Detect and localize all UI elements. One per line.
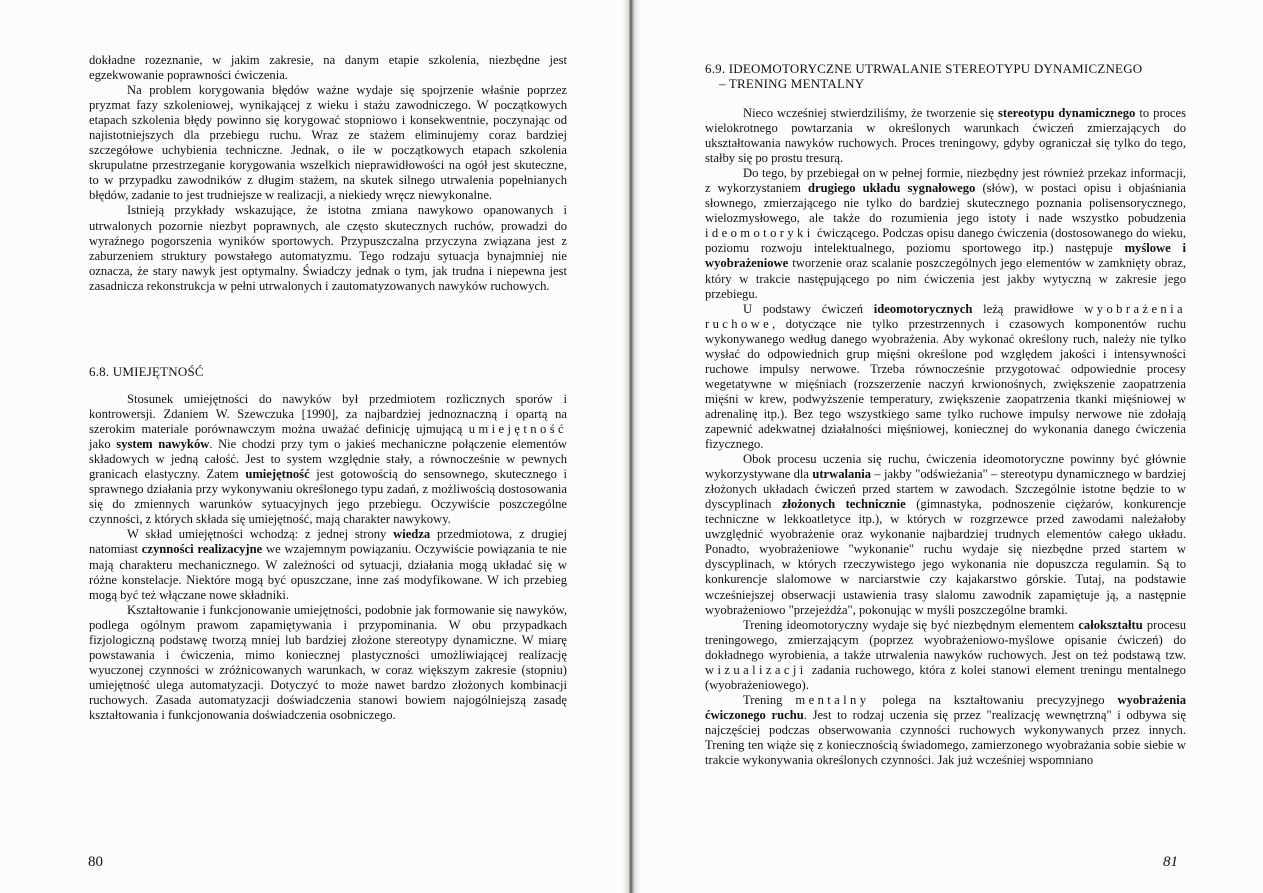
paragraph: Stosunek umiejętności do nawyków był przedmiotem rozlicznych sporów i kontrowersji. Zdaniem W. Szewczuka [1990], za najbardziej jednoznaczną i opartą na szerokim materiale porównawczym można uważać definicję ujmującą umiejętność jako system nawyków. Nie chodzi przy tym o jakieś mechaniczne połączenie elementów składowych w jedną całość. Jest to system względnie stały, a równocześnie w pewnych granicach elastyczny. Zatem umiejętność jest gotowością do sensownego, skutecznego i sprawnego działania przy wykonywaniu określonego typu zadań, z możliwością dostosowania się do zmiennych warunków sytuacyjnych jego przebiegu. Oczywiście poszczególne czynności, z których składa się umiejętność, mają charakter nawykowy. (89, 392, 567, 527)
book-gutter (622, 0, 640, 893)
paragraph: U podstawy ćwiczeń ideomotorycznych leżą prawidłowe wyobrażenia ruchowe, dotyczące nie tylko przestrzennych i czasowych komponentów ruchu wykonywanego według danego wyobrażenia. Aby wykonać określony ruch, należy nie tylko wysłać do odpowiednich grup mięśni określone pod względem jakości i intensywności ruchowe impulsy nerwowe. Trzeba równocześnie przygotować odpowiednie procesy wegetatywne w mięśniach (rozszerzenie naczyń krwionośnych, zwiększenie zaopatrzenia mięśni w krew, podwyższenie temperatury, zwiększenie zaopatrzenia tkanki mięśniowej w adrenalinę itp.). Bez tego wszystkiego same tylko ruchowe impulsy nerwowe nie zdołają zapewnić adekwatnej działalności mięśniowej, koniecznej do wykonania danego ćwiczenia fizycznego. (705, 301, 1187, 452)
paragraph: Do tego, by przebiegał on w pełnej formie, niezbędny jest również przekaz informacji, z wykorzystaniem drugiego układu sygnałowego (słów), w postaci opisu i objaśniania słownego, zmierzającego nie tylko do bardziej skutecznego poznania polisensorycznego, wielozmysłowego, ale także do rozumienia jego istoty i nade wszystko pobudzenia ideomotoryki ćwiczącego. Podczas opisu danego ćwiczenia (dostosowanego do wieku, poziomu rozwoju intelektualnego, poziomu sportowego itp.) następuje myślowe i wyobrażeniowe tworzenie oraz scalanie poszczególnych jego elementów w zamknięty obraz, który w trakcie następującego po nim ćwiczenia jest jakby wytyczną w zakresie jego przebiegu. (705, 166, 1186, 301)
paragraph: Na problem korygowania błędów ważne wydaje się spojrzenie właśnie poprzez pryzmat fazy szkoleniowej, wynikającej z wieku i stażu zawodniczego. W początkowych etapach szkolenia błędy powinno się korygować stopniowo i konsekwentnie, poczynając od najistotniejszych dla przebiegu ruchu. Wraz ze stażem eliminujemy coraz bardziej szczegółowe uchybienia techniczne. Jednak, o ile w początkowych etapach szkolenia skrupulatne przestrzeganie korygowania wszelkich nieprawidłowości na ogół jest skuteczne, to w przypadku zawodników z długim stażem, na skutek silnego utrwalenia popełnianych błędów, zadanie to jest trudniejsze w realizacji, a niekiedy wręcz niewykonalne. (89, 83, 567, 203)
paragraph: Kształtowanie i funkcjonowanie umiejętności, podobnie jak formowanie się nawyków, podlega ogólnym prawom zapamiętywania i przypominania. W obu przypadkach fizjologiczną podstawę tworzą mniej lub bardziej złożone stereotypy dynamiczne. W miarę powstawania i ćwiczenia, mimo koniecznej plastyczności umożliwiającej realizację wyuczonej czynności w zróżnicowanych warunkach, w coraz większym zakresie (stopniu) umiejętność ulega automatyzacji. Dotyczyć to może nawet bardzo złożonych kombinacji ruchowych. Zasada automatyzacji doświadczenia stanowi bowiem najogólniejszą zasadę kształtowania i funkcjonowania doświadczenia osobniczego. (89, 602, 567, 722)
paragraph: W skład umiejętności wchodzą: z jednej strony wiedza przedmiotowa, z drugiej natomiast czynności realizacyjne we wzajemnym powiązaniu. Oczywiście powiązania te nie mają charakteru mechanicznego. W zależności od sytuacji, działania mogą układać się w różne konstelacje. Niektóre mogą być opuszczane, inne zaś modyfikowane. W ich przebieg mogą być też włączane nowe składniki. (89, 527, 567, 602)
page-number-right: 81 (1163, 854, 1178, 870)
right-page (628, 0, 1263, 893)
page-number-left: 80 (88, 854, 103, 870)
section-heading-6-8: 6.8. UMIEJĘTNOŚĆ (89, 364, 204, 379)
paragraph: Trening ideomotoryczny wydaje się być niezbędnym elementem całokształtu procesu treningowego, zmierzającym (poprzez wyobrażeniowo-myślowe opisanie ćwiczeń) do dokładnego wyrobienia, a także utrwalenia nawyków ruchowych. Jest on też podstawą tzw. wizualizacji zadania ruchowego, która z kolei stanowi element treningu mentalnego (wyobrażeniowego). (705, 617, 1186, 692)
paragraph: Obok procesu uczenia się ruchu, ćwiczenia ideomotoryczne powinny być głównie wykorzystywane dla utrwalania – jakby "odświeżania" – stereotypu dynamicznego w bardziej złożonych układach ćwiczeń przed startem w zawodach. Szczególnie istotne będzie to w dyscyplinach złożonych technicznie (gimnastyka, podnoszenie ciężarów, konkurencje techniczne w lekkoatletyce itp.), w których w rozgrzewce przed zawodami należałoby uwzględnić wyobrażenie oraz wykonanie najbardziej trudnych elementów całego układu. Ponadto, wyobrażeniowe "wykonanie" ruchu wydaje się niezbędne przed startem w dyscyplinach, w których rzeczywistego jego wykonania nie dopuszcza regulamin. Są to konkurencje slalomowe w narciarstwie czy kajakarstwo górskie. Tutaj, na podstawie wcześniejszej obserwacji ustawienia trasy slalomu zawodnik zapamiętuje ją, a następnie wyobrażeniowo "przejeżdża", pokonując w myśli poszczególne bramki. (705, 452, 1187, 617)
paragraph: Nieco wcześniej stwierdziliśmy, że tworzenie się stereotypu dynamicznego to proces wielokrotnego powtarzania w określonych warunkach ćwiczeń zmierzających do ukształtowania nawyków ruchowych. Proces treningowy, gdyby ograniczał się tylko do tego, stałby się po prostu tresurą. (705, 106, 1187, 166)
section-heading-6-9 (705, 61, 1175, 91)
paragraph: Trening mentalny polega na kształtowaniu precyzyjnego wyobrażenia ćwiczonego ruchu. Jest to rodzaj uczenia się przez "realizację wewnętrzną" i odbywa się najczęściej podczas obserwowania czynności ruchowych wykonywanych przez innych. Trening ten wiąże się z koniecznością świadomego, zamierzonego wyobrażania sobie siebie w trakcie wykonywania określonych czynności. Jak już wcześniej wspomniano (705, 692, 1187, 768)
right-text-column (705, 106, 1186, 768)
heading-line-2: – TRENING MENTALNY (719, 76, 865, 91)
left-text-column-bottom (89, 392, 567, 723)
heading-line-1: 6.9. IDEOMOTORYCZNE UTRWALANIE STEREOTYPU DYNAMICZNEGO (705, 61, 1143, 76)
left-page (0, 0, 628, 893)
paragraph: dokładne rozeznanie, w jakim zakresie, na danym etapie szkolenia, niezbędne jest egzekwowanie poprawności ćwiczenia. (89, 53, 567, 83)
paragraph: Istnieją przykłady wskazujące, że istotna zmiana nawykowo opanowanych i utrwalonych pozornie niezbyt poprawnych, ale często skutecznych ruchów, prowadzi do wyraźnego pogorszenia wyników sportowych. Przypuszczalna przyczyna związana jest z zaburzeniem struktury powstałego automatyzmu. Tego rodzaju sytuacja bynajmniej nie oznacza, że stary nawyk jest optymalny. Świadczy jednak o tym, jak trudna i niepewna jest zasadnicza rekonstrukcja w pełni utrwalonych i zautomatyzowanych nawyków ruchowych. (89, 203, 567, 293)
left-text-column-top (89, 53, 567, 294)
